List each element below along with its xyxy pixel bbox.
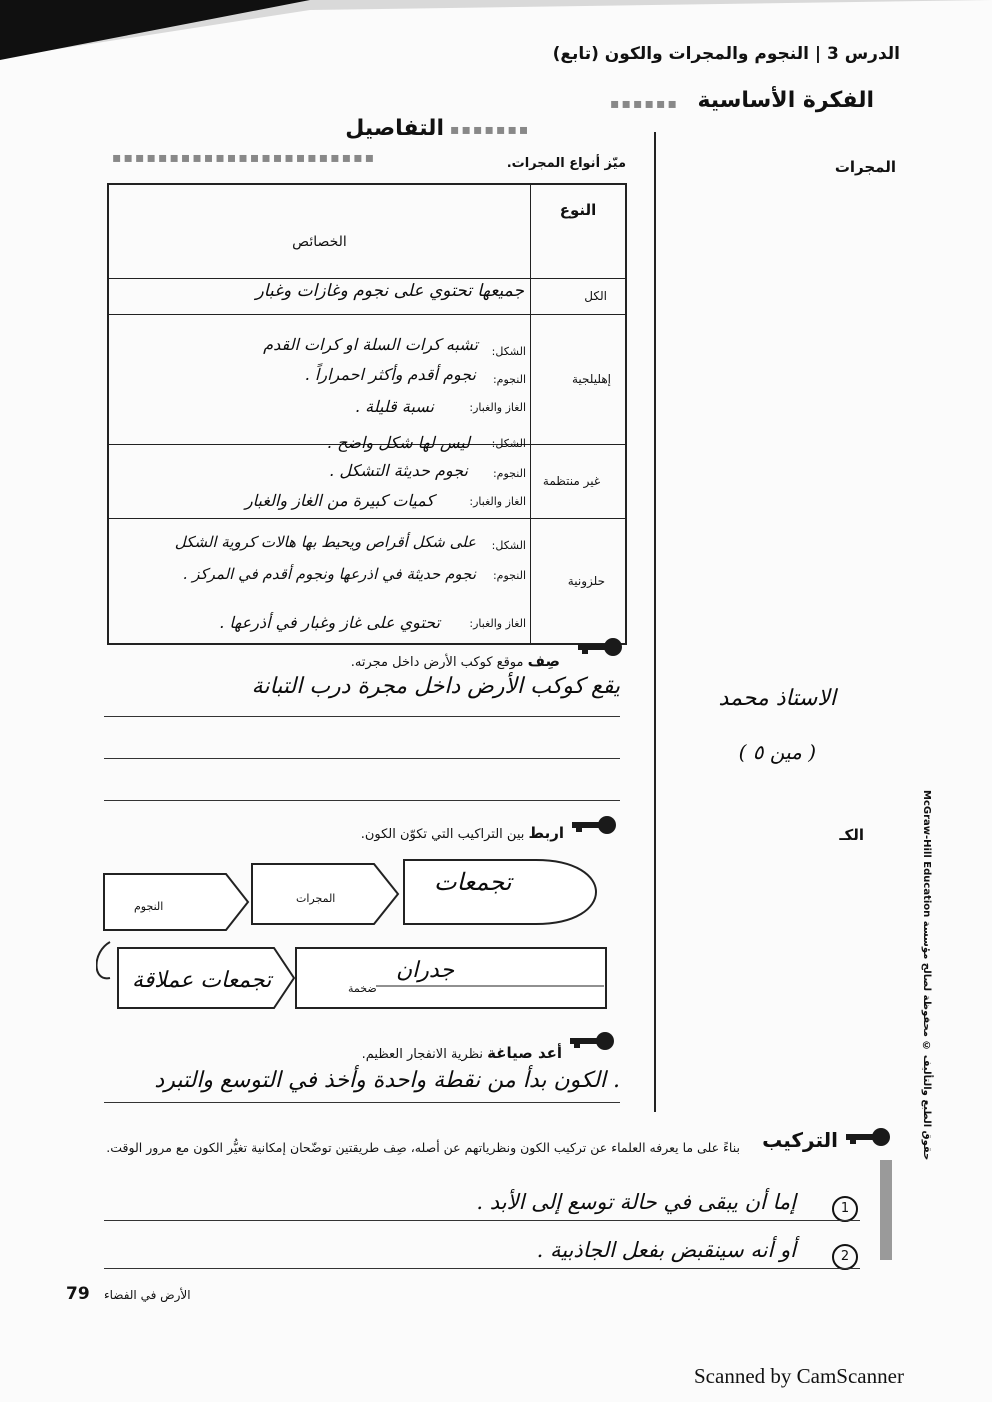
column-divider (654, 132, 656, 1112)
answer-number-2: 2 (832, 1244, 858, 1270)
side-label-universe: الكـ (839, 826, 864, 844)
connect-label: اربط (528, 824, 564, 842)
synthesis-answer-1: إما أن يبقى في حالة توسع إلى الأبد . (476, 1190, 796, 1214)
rephrase-prompt-row (362, 1044, 562, 1062)
answer-line (104, 716, 620, 717)
elliptical-stars-answer: نجوم أقدم وأكثر احمراراً . (304, 364, 476, 384)
unit-name: الأرض في الفضاء (104, 1288, 191, 1302)
huge-label: ضخمة (348, 982, 377, 995)
irregular-features-cell (108, 432, 531, 518)
all-features-cell (108, 278, 531, 314)
elliptical-shape-answer: تشبه كرات السلة او كرات القدم (263, 334, 478, 354)
irregular-gas-answer: كميات كبيرة من الغاز والغبار (244, 490, 434, 510)
spiral-shape-label: الشكل: (491, 538, 526, 552)
irregular-shape-label: الشكل: (491, 436, 526, 450)
spiral-stars-answer: نجوم حديثة في اذرعها ونجوم أقدم في المركز . (182, 564, 476, 583)
rephrase-prompt: نظرية الانفجار العظيم. (361, 1047, 483, 1062)
irregular-gas-label: الغاز والغبار: (469, 494, 526, 508)
details-heading: التفاصيل (345, 116, 444, 141)
elliptical-stars-label: النجوم: (492, 372, 526, 386)
teacher-note-code: ( مين ٥ ) (738, 740, 816, 764)
lesson-title: الدرس 3 | النجوم والمجرات والكون (تابع) (552, 44, 900, 64)
describe-prompt-row (351, 652, 560, 670)
key-icon (846, 1128, 890, 1146)
distinguish-prompt: ميّز أنواع المجرات. (506, 156, 626, 171)
side-label-galaxies: المجرات (834, 158, 896, 176)
main-idea-dots: ▪▪▪▪▪▪ (610, 96, 679, 112)
spiral-shape-answer: على شكل أقراص ويحيط بها هالات كروية الشكل (174, 532, 476, 551)
spiral-gas-answer: تحتوي على غاز وغبار في أذرعها . (219, 612, 440, 632)
answer-line (104, 1268, 860, 1269)
irregular-stars-label: النجوم: (492, 466, 526, 480)
irregular-stars-answer: نجوم حديثة التشكل . (329, 460, 468, 480)
describe-prompt: موقع كوكب الأرض داخل مجرته. (350, 655, 524, 670)
type-spiral: حلزونية (531, 518, 627, 644)
key-icon (570, 1032, 614, 1050)
connector-curve (97, 942, 111, 978)
connect-prompt: بين التراكيب التي تكوّن الكون. (360, 827, 525, 842)
key-icon (578, 638, 622, 656)
side-copyright: McGraw-Hill Education حقوق الطبع والتأليف © محفوظة لصالح مؤسسة (921, 790, 932, 1161)
type-irregular: غير منتظمة (531, 444, 627, 518)
rephrase-answer: . الكون بدأ من نقطة واحدة وأخذ في التوسع والتبرد (154, 1068, 620, 1093)
answer-number-1: 1 (832, 1196, 858, 1222)
synthesis-label: التركيب (762, 1128, 838, 1152)
type-elliptical: إهليلجية (531, 314, 627, 444)
elliptical-gas-label: الغاز والغبار: (469, 400, 526, 414)
main-idea-heading: الفكرة الأساسية (697, 88, 874, 113)
clusters-answer: تجمعات (434, 868, 512, 896)
details-dots-right: ▪▪▪▪▪▪▪ (450, 122, 531, 138)
features-header: الخصائص (108, 184, 531, 278)
answer-line (104, 1102, 620, 1103)
walls-answer: جدران (396, 958, 455, 983)
rephrase-label: أعد صياغة (487, 1044, 562, 1062)
giant-clusters-answer: تجمعات عملاقة (132, 968, 272, 993)
stars-arrow-box (104, 874, 248, 930)
describe-label: صِف (527, 652, 560, 670)
stars-label: النجوم (134, 900, 164, 913)
galaxy-types-table (107, 183, 627, 645)
teacher-note-name: الاستاذ محمد (718, 686, 836, 711)
galaxies-label: المجرات (296, 892, 336, 905)
elliptical-gas-answer: نسبة قليلة . (354, 396, 434, 416)
irregular-shape-answer: ليس لها شكل واضح . (326, 432, 470, 452)
answer-line (104, 1220, 860, 1221)
shaded-margin-bar (880, 1160, 892, 1260)
details-dots-left: ▪▪▪▪▪▪▪▪▪▪▪▪▪▪▪▪▪▪▪▪▪▪▪ (112, 150, 377, 166)
all-features-answer: جميعها تحتوي على نجوم وغازات وغبار (255, 280, 524, 301)
spiral-features-cell (108, 518, 531, 644)
page-number: 79 (66, 1284, 90, 1304)
synthesis-answer-2: أو أنه سينقبض بفعل الجاذبية . (536, 1238, 796, 1262)
answer-line (104, 800, 620, 801)
spiral-stars-label: النجوم: (492, 568, 526, 582)
scanner-watermark: Scanned by CamScanner (694, 1364, 904, 1388)
elliptical-features-cell (108, 314, 531, 444)
answer-line (104, 758, 620, 759)
synthesis-prompt: بناءً على ما يعرفه العلماء عن تركيب الكون ونظرياتهم عن أصله، صِف طريقتين توضّحان إمكانية تغيُّر الكون مع مرور الوقت. (106, 1140, 740, 1155)
elliptical-shape-label: الشكل: (491, 344, 526, 358)
connect-prompt-row (361, 824, 564, 842)
type-all: الكل (531, 278, 627, 314)
type-header: النوع (531, 184, 627, 278)
key-icon (572, 816, 616, 834)
describe-answer: يقع كوكب الأرض داخل مجرة درب التبانة (251, 674, 620, 699)
universe-structures-diagram (96, 852, 616, 1022)
spiral-gas-label: الغاز والغبار: (469, 616, 526, 630)
